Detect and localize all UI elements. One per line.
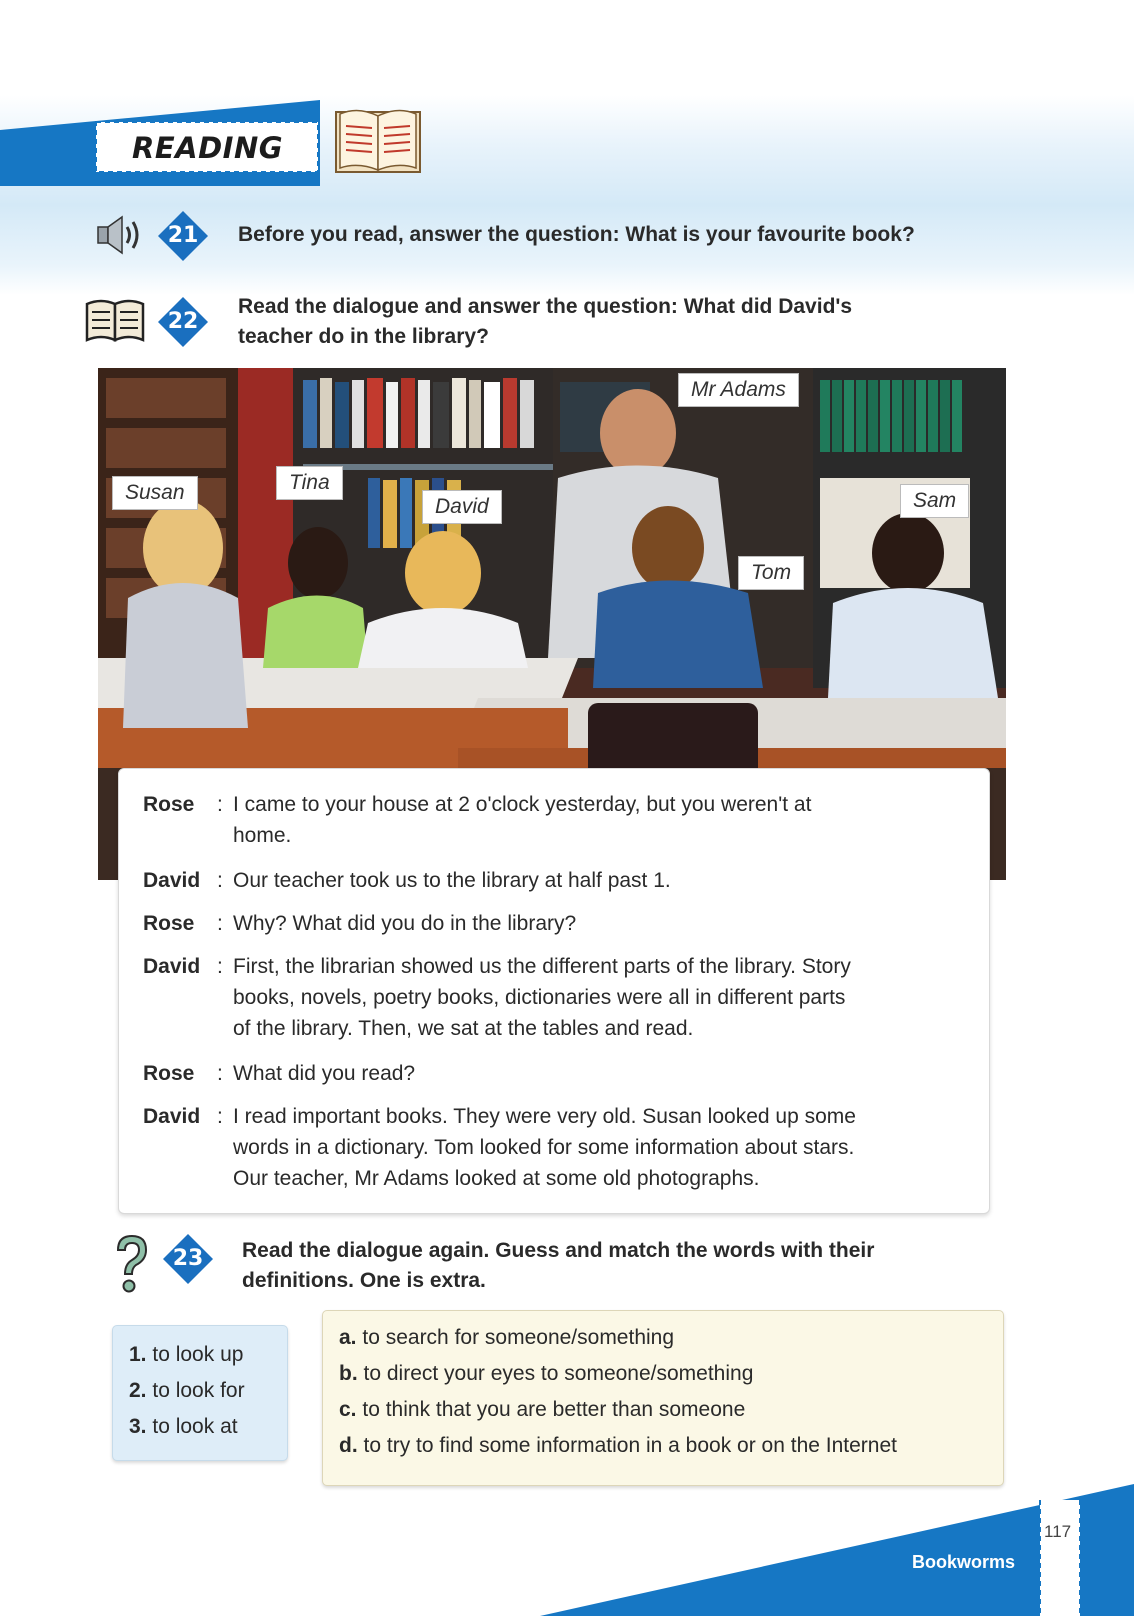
open-book-illustration-icon <box>332 104 424 178</box>
definition-letter: b. <box>339 1362 358 1385</box>
speaker-name: David <box>143 869 201 892</box>
exercise-23-instruction-line1: Read the dialogue again. Guess and match the words with their <box>242 1239 875 1262</box>
colon: : <box>217 1105 223 1128</box>
question-mark-icon <box>112 1234 152 1294</box>
word-number: 1. <box>129 1343 147 1366</box>
speech-line: home. <box>233 824 292 847</box>
photo-label-tom: Tom <box>738 556 804 590</box>
speaker-name: David <box>143 1105 201 1128</box>
exercise-21-number: 21 <box>167 223 199 248</box>
open-book-icon <box>84 298 146 344</box>
photo-label-susan: Susan <box>112 476 198 510</box>
colon: : <box>217 955 223 978</box>
exercise-23-instruction-line2: definitions. One is extra. <box>242 1269 486 1292</box>
page-number: 117 <box>1044 1522 1072 1541</box>
words-box <box>112 1325 288 1461</box>
speaker-name: Rose <box>143 912 195 935</box>
photo-label-tina: Tina <box>276 466 343 500</box>
speaker-icon[interactable] <box>96 214 144 256</box>
colon: : <box>217 912 223 935</box>
speaker-name: David <box>143 955 201 978</box>
footer-band <box>0 1480 1134 1616</box>
speech-line: I read important books. They were very old. Susan looked up some <box>233 1105 856 1128</box>
colon: : <box>217 793 223 816</box>
speech-line: books, novels, poetry books, dictionaries were all in different parts <box>233 986 846 1009</box>
word-text: to look for <box>152 1379 245 1402</box>
word-text: to look at <box>152 1415 238 1438</box>
word-number: 3. <box>129 1415 147 1438</box>
speech-line: What did you read? <box>233 1062 416 1085</box>
definition-text: to search for someone/something <box>362 1326 675 1349</box>
definition-letter: a. <box>339 1326 357 1349</box>
speech-line: Our teacher took us to the library at half past 1. <box>233 869 671 892</box>
definitions-box <box>322 1310 1004 1486</box>
definition-text: to direct your eyes to someone/something <box>363 1362 754 1385</box>
definition-letter: c. <box>339 1398 357 1421</box>
exercise-21-instruction: Before you read, answer the question: What is your favourite book? <box>238 223 915 246</box>
colon: : <box>217 869 223 892</box>
speech-line: of the library. Then, we sat at the tables and read. <box>233 1017 694 1040</box>
exercise-22-number: 22 <box>167 309 199 334</box>
definition-item <box>339 1359 753 1389</box>
exercise-22-instruction-line1: Read the dialogue and answer the question: What did David's <box>238 295 853 318</box>
definition-text: to think that you are better than someone <box>362 1398 746 1421</box>
section-title: READING <box>132 131 284 165</box>
chapter-title: Bookworms <box>912 1552 1016 1572</box>
dialogue-box <box>118 768 990 1214</box>
word-item <box>129 1412 238 1442</box>
speaker-name: Rose <box>143 793 195 816</box>
speech-line: I came to your house at 2 o'clock yesterday, but you weren't at <box>233 793 812 816</box>
colon: : <box>217 1062 223 1085</box>
definition-item <box>339 1431 897 1461</box>
definition-item <box>339 1323 674 1353</box>
word-item <box>129 1376 245 1406</box>
word-text: to look up <box>152 1343 244 1366</box>
speech-line: words in a dictionary. Tom looked for some information about stars. <box>233 1136 855 1159</box>
exercise-23-number: 23 <box>172 1246 204 1271</box>
photo-label-sam: Sam <box>900 484 969 518</box>
word-number: 2. <box>129 1379 147 1402</box>
speech-line: Why? What did you do in the library? <box>233 912 577 935</box>
photo-label-david: David <box>422 490 502 524</box>
speech-line: Our teacher, Mr Adams looked at some old photographs. <box>233 1167 760 1190</box>
exercise-22-instruction-line2: teacher do in the library? <box>238 325 489 348</box>
word-item <box>129 1340 243 1370</box>
definition-item <box>339 1395 745 1425</box>
speaker-name: Rose <box>143 1062 195 1085</box>
definition-letter: d. <box>339 1434 358 1457</box>
speech-line: First, the librarian showed us the different parts of the library. Story <box>233 955 851 978</box>
definition-text: to try to find some information in a book or on the Internet <box>363 1434 897 1457</box>
photo-label-mr-adams: Mr Adams <box>678 373 799 407</box>
